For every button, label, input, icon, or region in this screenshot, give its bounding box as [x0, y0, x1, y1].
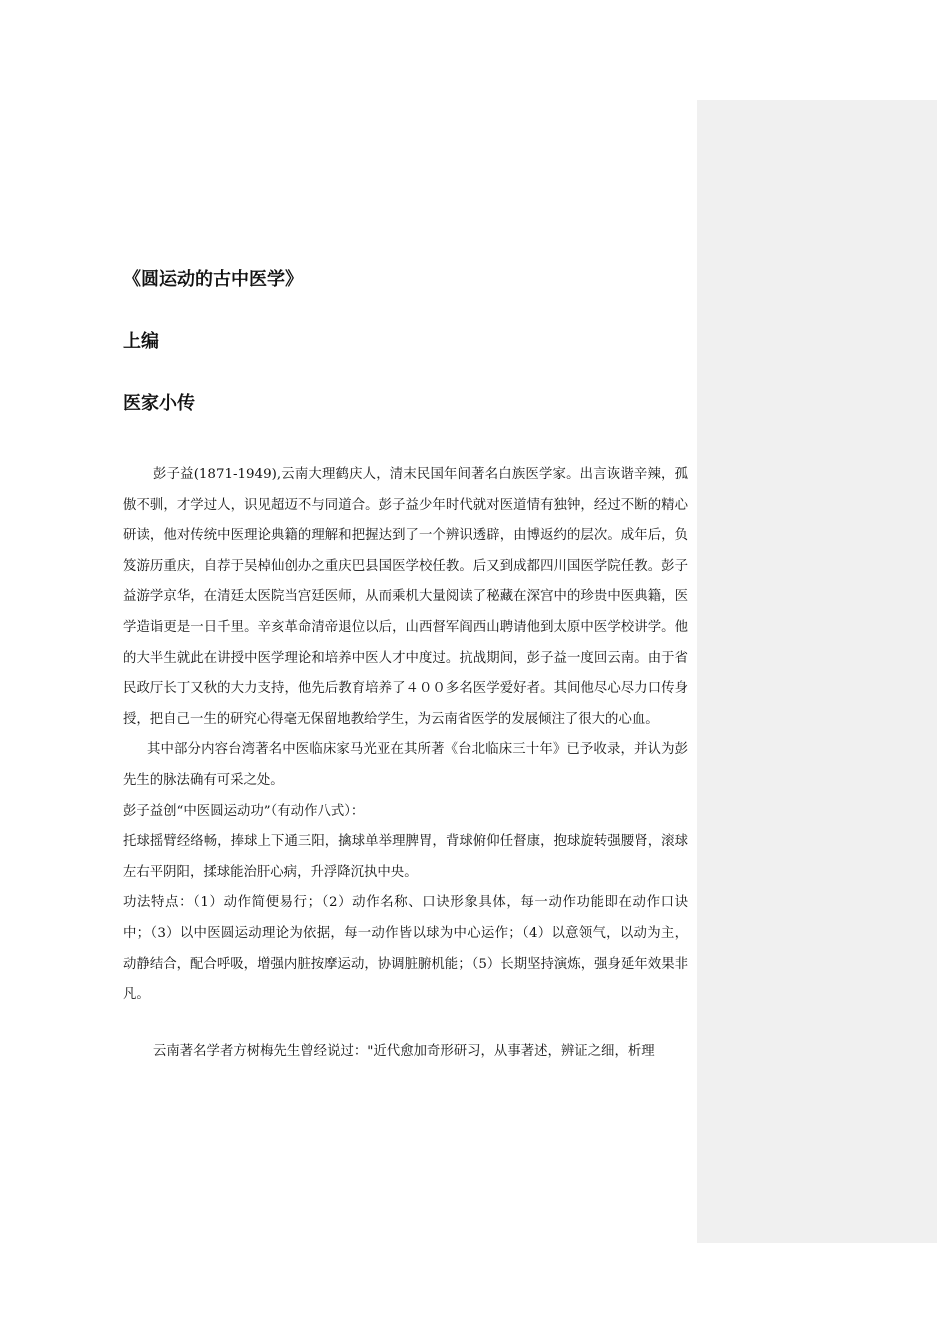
exercise-features-paragraph: 功法特点：（1）动作简便易行；（2）动作名称、口诀形象具体，每一动作功能即在动作口诀中；（3）以中医圆运动理论为依据，每一动作皆以球为中心运作；（4）以意领气，以动为主，动静结合，配合呼吸，增强内脏按摩运动，协调脏腑机能；（5）长期坚持演炼，强身延年效果非凡。: [123, 895, 688, 1003]
comment-margin-pane: [697, 100, 937, 1243]
exercise-intro-line: 彭子益创“中医圆运动功”（有动作八式）：: [123, 803, 365, 819]
biography-paragraph: 彭子益(1871-1949),云南大理鹤庆人，清末民国年间著名白族医学家。出言诙谐辛辣，孤傲不驯，才学过人，识见超迈不与同道合。彭子益少年时代就对医道情有独钟，经过不断的精心研读，他对传统中医理论典籍的理解和把握达到了一个辨识透辟，由博返约的层次。成年后，负笈游历重庆，自荐于吴棹仙创办之重庆巴县国医学校任教。后又到成都四川国医学院任教。彭子益游学京华，在清廷太医院当宫廷医师，从而乘机大量阅读了秘藏在深宫中的珍贵中医典籍，医学造诣更是一日千里。辛亥革命清帝退位以后，山西督军阎西山聘请他到太原中医学校讲学。他的大半生就此在讲授中医学理论和培养中医人才中度过。抗战期间，彭子益一度回云南。由于省民政厅长丁又秋的大力支持，他先后教育培养了４００多名医学爱好者。其间他尽心尽力口传身授，把自己一生的研究心得毫无保留地教给学生，为云南省医学的发展倾注了很大的心血。: [123, 467, 688, 727]
document-body: [123, 262, 688, 1067]
section-heading: 医家小传: [123, 393, 195, 414]
document-title: 《圆运动的古中医学》: [123, 269, 303, 290]
reference-paragraph: 其中部分内容台湾著名中医临床家马光亚在其所著《台北临床三十年》已予收录，并认为彭先生的脉法确有可采之处。: [123, 742, 688, 788]
quote-paragraph: 云南著名学者方树梅先生曾经说过："近代愈加奇形研习，从事著述，辨证之细，析理: [153, 1043, 655, 1059]
exercise-verse-paragraph: 托球摇臂经络畅，捧球上下通三阳，擒球单举理脾胃，背球俯仰任督康，抱球旋转强腰肾，滚球左右平阴阳，揉球能治肝心病，升浮降沉执中央。: [123, 834, 688, 880]
part-heading: 上编: [123, 331, 159, 352]
